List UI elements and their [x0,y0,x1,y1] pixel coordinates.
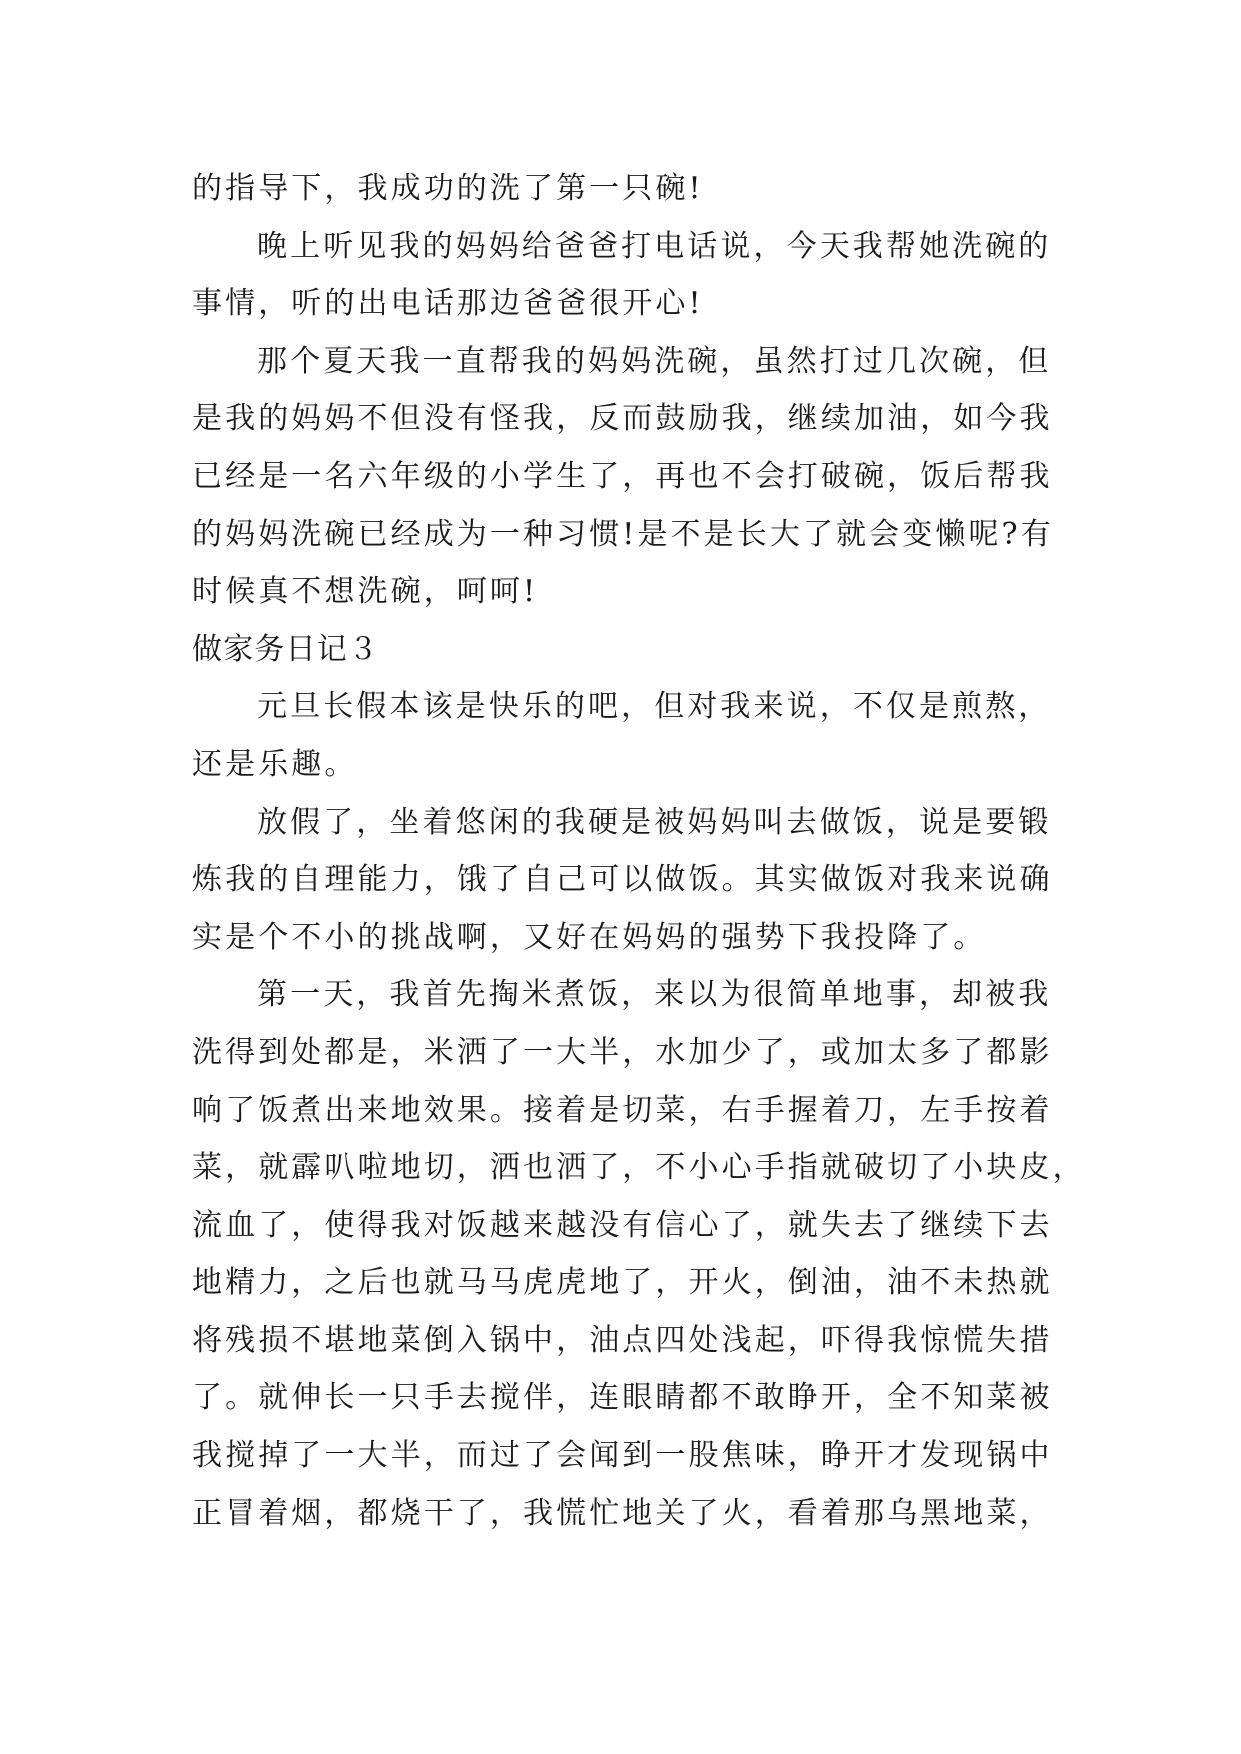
text-line: 将残损不堪地菜倒入锅中，油点四处浅起，吓得我惊慌失措 [192,1322,1053,1358]
text-line: 菜，就霹叭啦地切，洒也洒了，不小心手指就破切了小块皮， [192,1150,1086,1186]
text-line: 已经是一名六年级的小学生了，再也不会打破碗，饭后帮我 [192,458,1053,494]
document-page [192,160,1086,1542]
text-line: 响了饭煮出来地效果。接着是切菜，右手握着刀，左手按着 [192,1092,1053,1128]
text-line: 还是乐趣。 [192,746,358,782]
text-line: 炼我的自理能力，饿了自己可以做饭。其实做饭对我来说确 [192,862,1053,898]
text-line: 地精力，之后也就马马虎虎地了，开火，倒油，油不未热就 [192,1265,1053,1301]
section-heading: 做家务日记３ [192,631,380,667]
paragraph-start-line: 放假了，坐着悠闲的我硬是被妈妈叫去做饭，说是要锻 [257,804,1052,840]
text-line: 实是个不小的挑战啊，又好在妈妈的强势下我投降了。 [192,919,987,955]
text-line: 是我的妈妈不但没有怪我，反而鼓励我，继续加油，如今我 [192,401,1053,437]
paragraph-start-line: 那个夏天我一直帮我的妈妈洗碗，虽然打过几次碗，但 [257,343,1052,379]
paragraph-start-line: 第一天，我首先掏米煮饭，来以为很简单地事，却被我 [257,977,1052,1013]
text-line: 我搅掉了一大半，而过了会闻到一股焦味，睁开才发现锅中 [192,1438,1053,1474]
text-line: 的妈妈洗碗已经成为一种习惯!是不是长大了就会变懒呢?有 [192,516,1054,552]
text-line: 洗得到处都是，米洒了一大半，水加少了，或加太多了都影 [192,1034,1053,1070]
paragraph-start-line: 晚上听见我的妈妈给爸爸打电话说，今天我帮她洗碗的 [257,228,1052,264]
text-line: 流血了，使得我对饭越来越没有信心了，就失去了继续下去 [192,1207,1053,1243]
text-line: 事情，听的出电话那边爸爸很开心! [192,286,704,322]
text-line: 时候真不想洗碗，呵呵! [192,574,539,610]
paragraph-start-line: 元旦长假本该是快乐的吧，但对我来说，不仅是煎熬， [257,689,1052,725]
text-line: 正冒着烟，都烧干了，我慌忙地关了火，看着那乌黑地菜， [192,1495,1053,1531]
text-line: 的指导下，我成功的洗了第一只碗! [192,171,704,206]
text-line: 了。就伸长一只手去搅伴，连眼睛都不敢睁开，全不知菜被 [192,1380,1053,1416]
